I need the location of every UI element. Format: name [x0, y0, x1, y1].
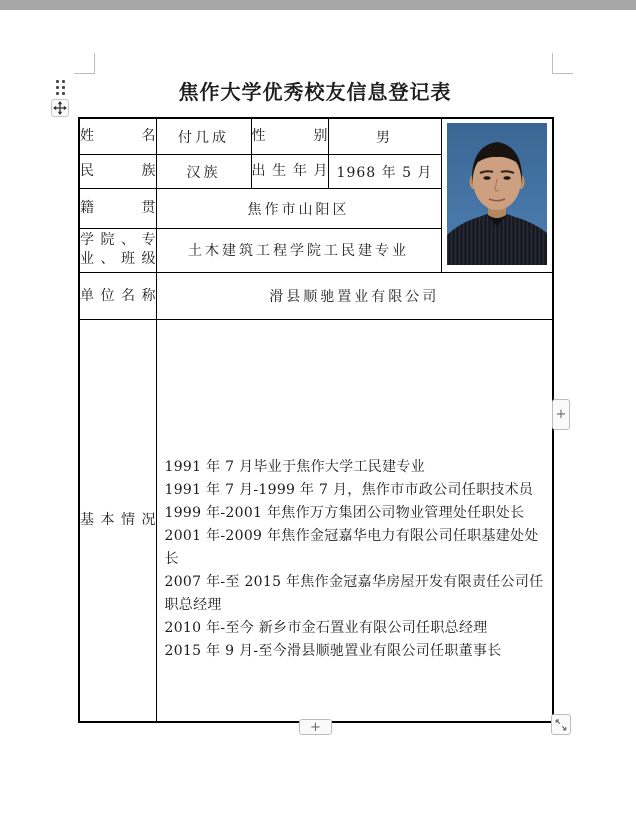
employer-value-cell[interactable] [156, 273, 553, 320]
diagonal-resize-icon [553, 716, 569, 733]
basic-info-label: 基本情况 [80, 511, 156, 528]
employer-label: 单位名称 [80, 287, 156, 304]
native-place-value: 焦作市山阳区 [247, 201, 350, 218]
native-place-label-cell[interactable] [79, 189, 156, 229]
employer-label-cell[interactable] [79, 273, 156, 320]
college-value: 土木建筑工程学院工民建专业 [188, 243, 409, 260]
gender-label-cell[interactable] [251, 118, 328, 155]
alumni-form-table [78, 117, 554, 723]
margin-mark-right-horizontal [552, 73, 573, 74]
ethnicity-value: 汉族 [186, 164, 221, 181]
ethnicity-label-cell[interactable] [79, 155, 156, 189]
name-value-cell[interactable] [156, 118, 251, 155]
margin-mark-left-vertical [94, 53, 95, 74]
basic-info-label-cell[interactable] [79, 320, 156, 722]
page-title[interactable]: 焦作大学优秀校友信息登记表 [178, 80, 452, 104]
ethnicity-label: 民族 [80, 163, 156, 180]
birth-label-cell[interactable] [251, 155, 328, 189]
four-way-arrow-icon [53, 101, 67, 115]
margin-mark-right-vertical [552, 53, 553, 74]
bio-line: 2010 年-至今 新乡市金石置业有限公司任职总经理 [164, 619, 488, 636]
birth-value-cell[interactable] [328, 155, 441, 189]
name-value: 付几成 [178, 129, 229, 146]
bio-line: 1991 年 7 月-1999 年 7 月，焦作市市政公司任职技术员 [164, 481, 534, 498]
drag-dots-icon[interactable] [56, 80, 59, 83]
photo-cell[interactable] [441, 118, 553, 273]
bio-line: 2001 年-2009 年焦作金冠嘉华电力有限公司任职基建处处长 [164, 527, 539, 567]
birth-label: 出生年月 [251, 163, 328, 180]
basic-info-text [157, 378, 553, 663]
birth-value: 1968 年 5 月 [336, 164, 433, 181]
college-label: 学院、专业、班级 [80, 232, 156, 268]
college-value-cell[interactable] [156, 228, 441, 272]
native-place-value-cell[interactable] [156, 189, 441, 229]
table-resize-handle[interactable] [551, 714, 571, 735]
insert-row-button[interactable]: + [299, 719, 332, 735]
bio-line: 1999 年-2001 年焦作万方集团公司物业管理处任职处长 [164, 504, 525, 521]
gender-label: 性别 [251, 128, 328, 145]
bio-line: 1991 年 7 月毕业于焦作大学工民建专业 [164, 458, 425, 475]
native-place-label: 籍贯 [80, 200, 156, 217]
bio-line: 2007 年-至 2015 年焦作金冠嘉华房屋开发有限责任公司任职总经理 [164, 573, 544, 613]
table-move-handle[interactable] [51, 99, 69, 117]
gender-value-cell[interactable] [328, 118, 441, 155]
employer-value: 滑县顺驰置业有限公司 [269, 289, 440, 305]
name-label: 姓名 [80, 128, 156, 145]
gender-value: 男 [376, 129, 393, 146]
page-top-edge [0, 0, 636, 10]
college-label-cell[interactable] [79, 228, 156, 272]
margin-mark-left-horizontal [74, 73, 95, 74]
name-label-cell[interactable] [79, 118, 156, 155]
insert-column-button[interactable]: + [552, 399, 570, 430]
id-photo[interactable] [447, 119, 547, 268]
ethnicity-value-cell[interactable] [156, 155, 251, 189]
basic-info-value-cell[interactable] [156, 320, 553, 722]
bio-line: 2015 年 9 月-至今滑县顺驰置业有限公司任职董事长 [164, 642, 502, 659]
